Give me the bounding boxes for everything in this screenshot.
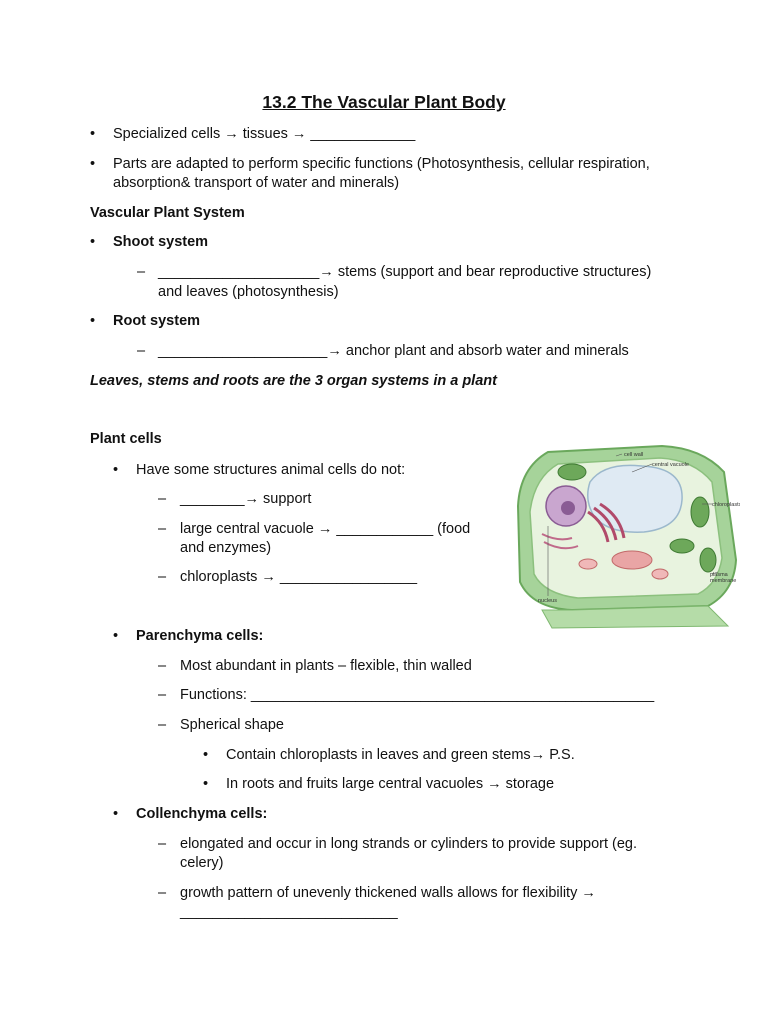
chloroplast-shape: [670, 539, 694, 553]
organ-systems-summary: Leaves, stems and roots are the 3 organ systems in a plant: [90, 373, 497, 389]
label-central-vacuole: central vacuole: [652, 462, 689, 468]
parenchyma-heading: Parenchyma cells:: [136, 628, 264, 644]
chloroplast-shape: [700, 548, 716, 572]
dash-marker: –: [137, 343, 146, 359]
parenchyma-line-1: Most abundant in plants – flexible, thin walled: [180, 658, 472, 674]
plant-cell-illustration: [512, 442, 740, 630]
label-cell-wall: cell wall: [624, 452, 644, 458]
bullet-marker: •: [90, 156, 96, 172]
collenchyma-line-1: elongated and occur in long strands or cylinders to provide support (eg.: [180, 836, 638, 852]
dash-marker: –: [158, 687, 167, 703]
parenchyma-functions: Functions: __________________________________________________: [180, 687, 655, 703]
bullet-marker: •: [90, 126, 96, 142]
label-membrane: membrane: [710, 578, 737, 584]
bullet-marker: •: [113, 806, 119, 822]
shoot-line-1: ____________________→ stems (support and bear reproductive structures): [158, 264, 652, 280]
nucleolus-shape: [561, 501, 575, 515]
chloroplast-shape: [691, 497, 709, 527]
shoot-line-2: and leaves (photosynthesis): [158, 284, 339, 300]
chloroplast-shape: [558, 464, 586, 480]
dash-marker: –: [158, 491, 167, 507]
mitochondrion-shape: [652, 569, 668, 579]
dash-marker: –: [158, 569, 167, 585]
mitochondrion-shape: [612, 551, 652, 569]
vacuole-line-1: large central vacuole → ____________ (food: [180, 521, 471, 537]
label-chloroplasts: chloroplasts: [712, 502, 740, 508]
cell-wall-blank: ________→ support: [180, 491, 312, 507]
vacuole-line-2: and enzymes): [180, 540, 272, 556]
label-plasma: plasma: [710, 572, 728, 578]
parenchyma-sub-1: Contain chloroplasts in leaves and green stems→ P.S.: [226, 747, 575, 763]
parenchyma-sub-2: In roots and fruits large central vacuoles → storage: [226, 776, 555, 792]
dash-marker: –: [137, 264, 146, 280]
bullet-marker: •: [113, 462, 119, 478]
dash-marker: –: [158, 521, 167, 537]
dash-marker: –: [158, 885, 167, 901]
plant-cell-svg: [512, 442, 740, 630]
page-title: 13.2 The Vascular Plant Body: [262, 92, 506, 112]
plant-cells-bullet-1: Have some structures animal cells do not:: [136, 462, 406, 478]
intro-bullet-1: Specialized cells → tissues → _____________: [113, 126, 416, 142]
root-system-heading: Root system: [113, 313, 201, 329]
plant-cells-heading: Plant cells: [90, 431, 162, 447]
collenchyma-line-2: celery): [180, 855, 224, 871]
chloroplasts-line: chloroplasts → _________________: [180, 569, 418, 585]
dash-marker: –: [158, 658, 167, 674]
label-nucleus: nucleus: [538, 598, 557, 604]
shoot-system-heading: Shoot system: [113, 234, 209, 250]
vascular-heading: Vascular Plant System: [90, 205, 245, 221]
collenchyma-line-3: growth pattern of unevenly thickened walls allows for flexibility →: [180, 885, 596, 901]
root-line: _____________________→ anchor plant and absorb water and minerals: [158, 343, 629, 359]
parenchyma-shape: Spherical shape: [180, 717, 284, 733]
collenchyma-heading: Collenchyma cells:: [136, 806, 268, 822]
bullet-marker: •: [90, 234, 96, 250]
bullet-marker: •: [203, 776, 209, 792]
intro-bullet-2-line-1: Parts are adapted to perform specific functions (Photosynthesis, cellular respiration,: [113, 156, 650, 172]
intro-bullet-2-line-2: absorption& transport of water and minerals): [113, 175, 400, 191]
dash-marker: –: [158, 836, 167, 852]
central-vacuole-shape: [588, 465, 682, 532]
bullet-marker: •: [203, 747, 209, 763]
dash-marker: –: [158, 717, 167, 733]
mitochondrion-shape: [579, 559, 597, 569]
collenchyma-line-4: ___________________________: [180, 904, 398, 920]
bullet-marker: •: [90, 313, 96, 329]
bullet-marker: •: [113, 628, 119, 644]
